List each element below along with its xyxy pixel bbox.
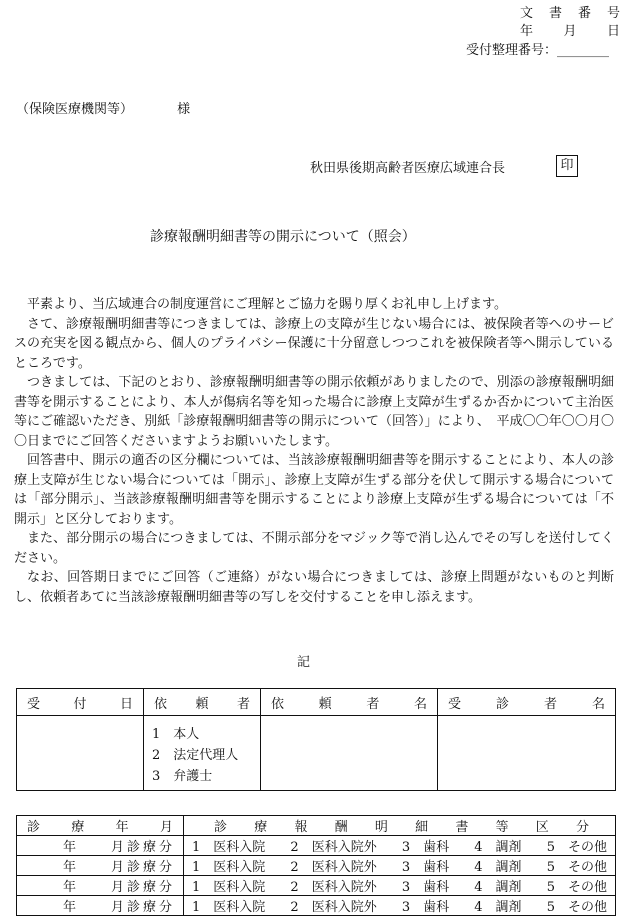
- claim-table: [16, 815, 616, 916]
- receipt-number: 受付整理番号：________: [466, 43, 610, 58]
- ki-marker: 記: [297, 655, 311, 670]
- requester-name-cell: [261, 716, 438, 791]
- header-patient-name: 受 診 者 名: [438, 689, 616, 716]
- paragraph: なお、回答期日までにご回答（ご連絡）がない場合につきましては、診療上問題がないものと判断し、依頼者あてに当該診療報酬明細書等の写しを交付することを申し添えます。: [14, 570, 614, 605]
- seal-stamp: 印: [556, 155, 578, 177]
- header-requester: 依 頼 者: [144, 689, 261, 716]
- addressee-name: （保険医療機関等）: [16, 102, 134, 117]
- addressee-honorific: 様: [177, 102, 191, 117]
- treatment-month-cell: 年 月診療分: [17, 876, 184, 896]
- table-row: [17, 876, 616, 896]
- category-cell: 1 医科入院 2 医科入院外 3 歯科 4 調剤 5 その他: [184, 836, 616, 856]
- header-claim-category: 診 療 報 酬 明 細 書 等 区 分: [184, 816, 616, 836]
- table-row: [17, 836, 616, 856]
- table-header-row: [17, 689, 616, 716]
- paragraph: さて、診療報酬明細書等につきましては、診療上の支障が生じない場合には、被保険者等へのサービスの充実を図る観点から、個人のプライバシー保護に十分留意しつつこれを被保険者等へ開示しているところです。: [14, 316, 614, 371]
- addressee: [16, 98, 190, 117]
- requester-option: 2 法定代理人: [152, 748, 239, 763]
- document-number: 文 書 番 号: [520, 6, 620, 21]
- treatment-month-cell: 年 月診療分: [17, 836, 184, 856]
- requester-cell: [144, 716, 261, 791]
- document-date: 年 月 日: [520, 24, 620, 39]
- paragraph: また、部分開示の場合につきましては、不開示部分をマジック等で消し込んでその写しを送付してください。: [14, 531, 614, 566]
- table-header-row: [17, 816, 616, 836]
- treatment-month-cell: 年 月診療分: [17, 856, 184, 876]
- treatment-month-cell: 年 月診療分: [17, 896, 184, 916]
- requester-option: 1 本人: [152, 727, 200, 742]
- category-cell: 1 医科入院 2 医科入院外 3 歯科 4 調剤 5 その他: [184, 856, 616, 876]
- table-row: [17, 856, 616, 876]
- paragraph: 回答書中、開示の適否の区分欄については、当該診療報酬明細書等を開示することにより、本人の診療上支障が生じない場合については「開示」、診療上支障が生ずる部分を伏して開示する場合については「部分開示」、当該診療報酬明細書等を開示することにより診療上支障が生ずる場合については「不開示」と区分しております。: [14, 453, 614, 527]
- paragraph: つきましては、下記のとおり、診療報酬明細書等の開示依頼がありましたので、別添の診療報酬明細書等を開示することにより、本人が傷病名等を知った場合に診療上支障が生ずるか否かについて主治医等にご確認いただき、別紙「診療報酬明細書等の開示について（回答）」により、 平成〇〇年〇〇月〇〇日までにご回答くださいますようお願いいたします。: [14, 375, 614, 449]
- patient-name-cell: [438, 716, 616, 791]
- category-cell: 1 医科入院 2 医科入院外 3 歯科 4 調剤 5 その他: [184, 896, 616, 916]
- header-receipt-date: 受 付 日: [17, 689, 144, 716]
- paragraph: 平素より、当広域連合の制度運営にご理解とご協力を賜り厚くお礼申し上げます。: [27, 297, 507, 312]
- receipt-date-cell: [17, 716, 144, 791]
- requester-option: 3 弁護士: [152, 769, 213, 784]
- body-text: [14, 295, 614, 607]
- table-row: [17, 716, 616, 791]
- page-title: 診療報酬明細書等の開示について（照会）: [150, 229, 416, 245]
- header-requester-name: 依 頼 者 名: [261, 689, 438, 716]
- table-row: [17, 896, 616, 916]
- sender-name: 秋田県後期高齢者医療広域連合長: [310, 161, 506, 176]
- category-cell: 1 医科入院 2 医科入院外 3 歯科 4 調剤 5 その他: [184, 876, 616, 896]
- header-treatment-month: 診 療 年 月: [17, 816, 184, 836]
- request-table: [16, 688, 616, 791]
